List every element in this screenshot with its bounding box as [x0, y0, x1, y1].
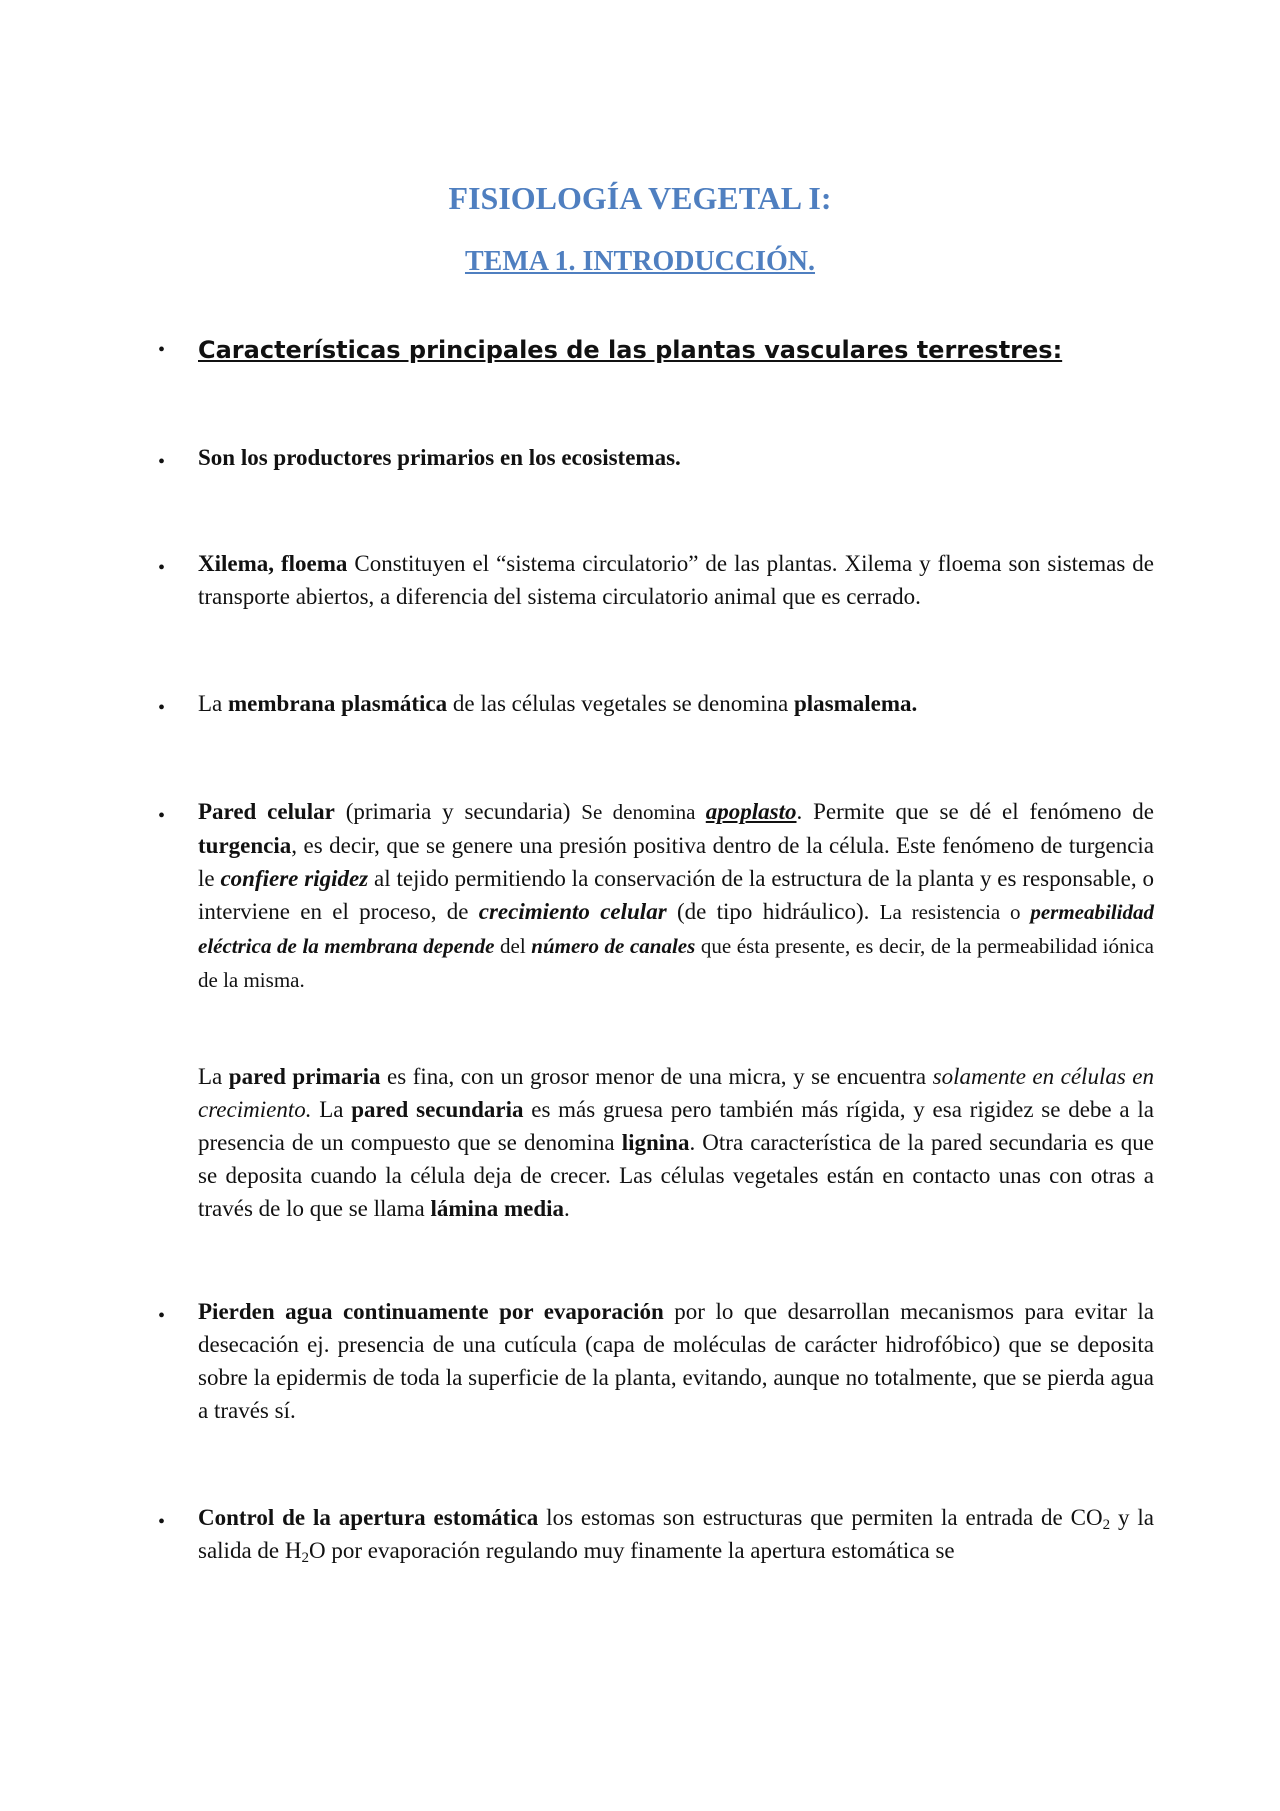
bullet: •	[158, 1511, 166, 1533]
subscript: 2	[1102, 1517, 1111, 1533]
bullet: •	[158, 451, 166, 473]
paragraph-xilema-floema	[198, 547, 1154, 613]
body-text: Se denomina	[581, 800, 706, 824]
body-text: es más gruesa pero también más rígida, y esa rigidez se debe a la presencia de un compuesto que se denomina	[198, 1097, 1154, 1155]
body-text: La	[198, 691, 229, 716]
bold-italic-text	[479, 899, 667, 924]
body-text: por lo que desarrollan mecanismos para evitar la desecación ej. presencia de una cutícula (capa de moléculas de carácter hidrofóbico) que se deposita sobre la epidermis de toda la superficie de la planta, evitando, aunque no totalmente, que se pierda agua a través sí.	[198, 1299, 1154, 1423]
body-text: . Otra característica de la pared secundaria es que se deposita cuando la célula deja de crecer. Las células vegetales están en contacto unas con otras a través de lo que se llama	[198, 1130, 1154, 1221]
italic-text: número de canales	[531, 934, 696, 958]
body-text: Constituyen el “sistema circulatorio” de las plantas. Xilema y floema son sistemas de transporte abiertos, a diferencia del sistema circulatorio animal que es cerrado.	[198, 551, 1154, 609]
bold-italic-text	[531, 934, 695, 958]
paragraph-apertura-estomatica	[198, 1501, 1154, 1567]
body-text: es fina, con un grosor menor de una micra, y se encuentra	[380, 1064, 933, 1089]
bold-text: Pierden agua continuamente por evaporación	[198, 1299, 664, 1324]
bold-text: pared secundaria	[351, 1097, 524, 1122]
bold-text: pared primaria	[228, 1064, 381, 1089]
paragraph-productores	[198, 441, 1154, 474]
body-text: O por evaporación regulando muy finamente la apertura estomática se	[308, 1538, 955, 1563]
paragraph-pierden-agua	[198, 1295, 1154, 1427]
bold-text: Son los productores primarios en los ecosistemas.	[198, 445, 681, 470]
bullet: •	[158, 339, 166, 361]
italic-text: crecimiento celular	[478, 899, 667, 924]
body-text: (primaria y secundaria)	[334, 799, 582, 824]
body-text: de las células vegetales se denomina	[447, 691, 794, 716]
bold-text: plasmalema.	[793, 691, 918, 716]
body-text: .	[564, 1196, 570, 1221]
bold-text: turgencia	[198, 833, 292, 858]
body-text: que ésta presente, es decir, de la permeabilidad iónica de la misma.	[198, 934, 1154, 992]
subscript: 2	[301, 1550, 309, 1566]
body-text: . Permite que se dé el fenómeno de	[796, 799, 1155, 824]
italic-text: confiere rigidez	[220, 866, 369, 891]
bold-text: lámina media	[430, 1196, 565, 1221]
bold-text: Pared celular	[198, 799, 335, 824]
document-title: FISIOLOGÍA VEGETAL I:	[448, 180, 832, 216]
italic-text: apoplasto	[705, 799, 797, 824]
italic-text: solamente en células en crecimiento.	[198, 1064, 1155, 1122]
bold-text: membrana plasmática	[228, 691, 448, 716]
document-subtitle: TEMA 1. INTRODUCCIÓN.	[464, 246, 816, 277]
body-text: los estomas son estructuras que permiten la entrada de CO	[538, 1505, 1103, 1530]
italic-text: permeabilidad eléctrica de la membrana depende	[198, 900, 1155, 958]
paragraph-pared-primaria	[198, 1060, 1154, 1225]
body-text: La	[198, 1064, 229, 1089]
body-text: La	[311, 1097, 352, 1122]
body-text: al tejido permitiendo la conservación de la estructura de la planta y es responsable, o interviene en el proceso, de	[198, 866, 1154, 924]
bold-italic-text	[220, 866, 368, 891]
bold-text: lignina	[621, 1130, 690, 1155]
section-heading: Características principales de las plantas vasculares terrestres:	[198, 336, 1063, 364]
body-text: del	[494, 934, 532, 958]
bullet: •	[158, 697, 166, 719]
body-text: , es decir, que se genere una presión positiva dentro de la célula. Este fenómeno de turgencia le	[198, 833, 1154, 891]
bold-text: Control de la apertura estomática	[198, 1505, 539, 1530]
body-text: (de tipo hidráulico).	[666, 899, 880, 924]
bullet: •	[158, 1305, 166, 1327]
bold-text: Xilema, floema	[198, 551, 348, 576]
bullet: •	[158, 805, 166, 827]
paragraph-membrana	[198, 687, 1154, 720]
body-text: La resistencia o	[879, 900, 1031, 924]
body-text: y la salida de H	[198, 1505, 1154, 1563]
paragraph-pared-celular	[198, 795, 1154, 997]
bullet: •	[158, 557, 166, 579]
bold-italic-text	[706, 799, 797, 824]
